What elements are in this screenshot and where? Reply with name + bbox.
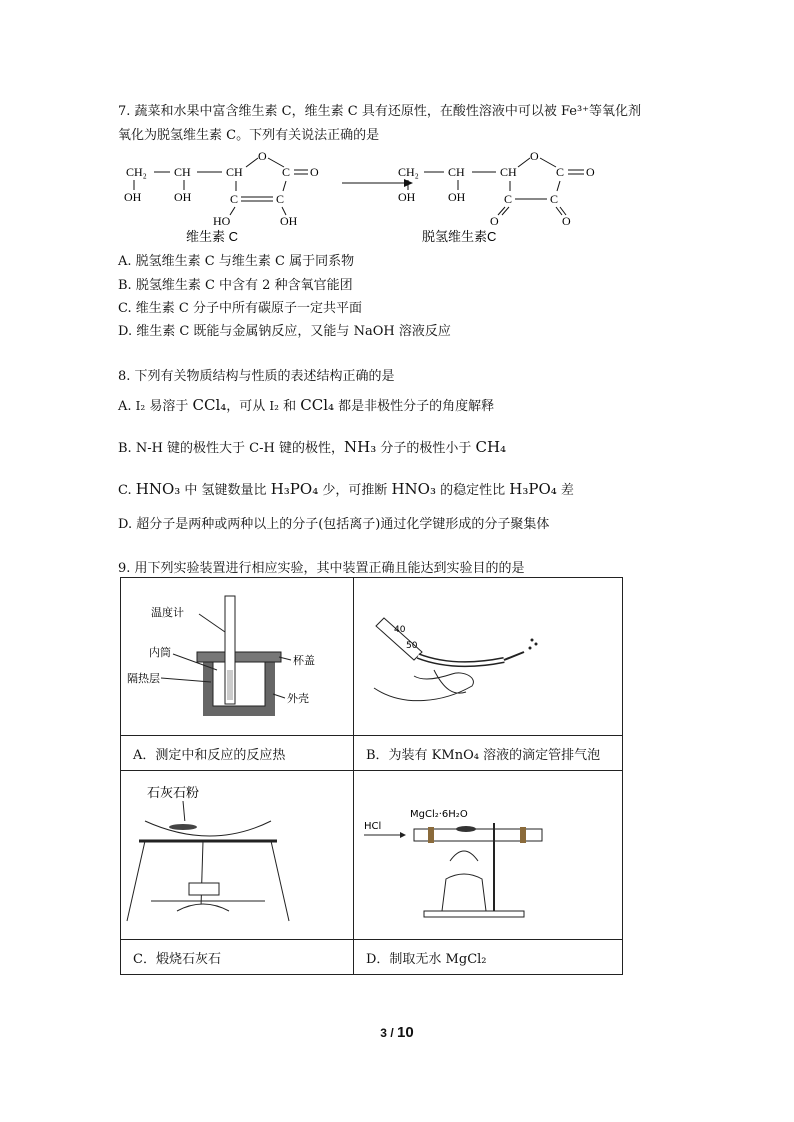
q8c-prefix: C. bbox=[118, 483, 132, 498]
label-mgcl2-hydrate: MgCl₂·6H₂O bbox=[410, 809, 468, 820]
q8-stem: 8. 下列有关物质结构与性质的表述结构正确的是 bbox=[118, 369, 395, 384]
q7-stem-line2: 氧化为脱氢维生素 C。下列有关说法正确的是 bbox=[118, 128, 380, 143]
label-limestone-powder: 石灰石粉 bbox=[147, 786, 200, 801]
q8c-text3: 的稳定性比 bbox=[436, 483, 510, 498]
struct-ch2: CH₂ bbox=[126, 165, 147, 179]
anhydrous-mgcl2-apparatus bbox=[354, 771, 622, 935]
struct-c-4: C bbox=[276, 192, 285, 206]
q7-option-b: B. 脱氢维生素 C 中含有 2 种含氧官能团 bbox=[118, 278, 353, 293]
burette-bubble-diagram bbox=[354, 578, 622, 731]
struct-ho: HO bbox=[213, 214, 231, 228]
struct-c-3: C bbox=[230, 192, 239, 206]
q8-option-b bbox=[118, 437, 506, 456]
cell-a-caption: A．测定中和反应的反应热 bbox=[121, 736, 354, 771]
q8c-h3po4b: H₃PO₄ bbox=[509, 480, 557, 498]
struct-oh-1: OH bbox=[124, 190, 142, 204]
cell-d-caption: D．制取无水 MgCl₂ bbox=[354, 940, 623, 975]
struct-r-c-4: C bbox=[550, 192, 559, 206]
page-number bbox=[0, 1024, 794, 1041]
struct-r-oh-2: OH bbox=[448, 190, 466, 204]
q8c-text4: 差 bbox=[556, 483, 574, 498]
q8a-text2: ，可从 bbox=[226, 399, 270, 414]
label-thermometer: 温度计 bbox=[151, 606, 184, 619]
label-inner-cup: 内筒 bbox=[149, 646, 171, 659]
q8b-text2: 分子的极性小于 bbox=[376, 441, 476, 456]
q8b-nh3: NH₃ bbox=[344, 438, 377, 456]
label-dehydro-vitamin-c: 脱氢维生素C bbox=[422, 229, 497, 243]
cell-c-figure bbox=[121, 771, 354, 940]
q8a-i2b: I₂ bbox=[269, 399, 279, 413]
struct-r-o-ring: O bbox=[530, 149, 539, 163]
struct-r-o-carbonyl: O bbox=[586, 165, 595, 179]
calcination-diagram bbox=[121, 771, 353, 935]
struct-r-ch: CH bbox=[448, 165, 465, 179]
struct-ch-ring: CH bbox=[226, 165, 243, 179]
page-current: 3 bbox=[380, 1026, 387, 1040]
q7-stem-line1: 7. 蔬菜和水果中富含维生素 C，维生素 C 具有还原性，在酸性溶液中可以被 Fe³⁺等氧化剂 bbox=[118, 104, 642, 119]
struct-c-carbonyl: C bbox=[282, 165, 291, 179]
cell-b-caption: B．为装有 KMnO₄ 溶液的滴定管排气泡 bbox=[354, 736, 623, 771]
cell-c-caption: C．煅烧石灰石 bbox=[121, 940, 354, 975]
burette-mark-50: 50 bbox=[406, 641, 418, 651]
label-shell: 外壳 bbox=[287, 692, 309, 705]
struct-r-o-2: O bbox=[562, 214, 571, 228]
cell-d-figure bbox=[354, 771, 623, 940]
q8b-text1: B. N-H 键的极性大于 C-H 键的极性， bbox=[118, 441, 344, 456]
label-vitamin-c: 维生素 C bbox=[186, 229, 239, 243]
struct-o-carbonyl: O bbox=[310, 165, 319, 179]
struct-r-c-3: C bbox=[504, 192, 513, 206]
q8c-text1: 中 氢键数量比 bbox=[180, 483, 271, 498]
q8b-ch4: CH₄ bbox=[475, 438, 507, 456]
struct-r-ch2: CH₂ bbox=[398, 165, 419, 179]
q8a-text1: 易溶于 bbox=[145, 399, 193, 414]
q8c-text2: 少，可推断 bbox=[318, 483, 392, 498]
label-insulation: 隔热层 bbox=[127, 672, 160, 685]
vitamin-c-reaction-diagram bbox=[118, 145, 618, 243]
q8-option-a bbox=[118, 395, 494, 414]
q8-option-c bbox=[118, 479, 574, 498]
cell-a-figure bbox=[121, 578, 354, 736]
q8a-ccl4: CCl₄ bbox=[192, 396, 227, 414]
q8a-i2: I₂ bbox=[135, 399, 146, 413]
struct-r-ch-ring: CH bbox=[500, 165, 517, 179]
calorimeter-diagram bbox=[121, 578, 353, 731]
label-lid: 杯盖 bbox=[293, 654, 315, 667]
q8a-text4: 都是非极性分子的角度解释 bbox=[334, 399, 495, 414]
q8a-ccl4b: CCl₄ bbox=[300, 396, 334, 414]
q9-stem: 9. 用下列实验装置进行相应实验，其中装置正确且能达到实验目的的是 bbox=[118, 561, 525, 576]
struct-o-ring: O bbox=[258, 149, 267, 163]
struct-ch: CH bbox=[174, 165, 191, 179]
q7-option-c: C. 维生素 C 分子中所有碳原子一定共平面 bbox=[118, 301, 362, 316]
q8-option-d: D. 超分子是两种或两种以上的分子(包括离子)通过化学键形成的分子聚集体 bbox=[118, 517, 550, 532]
q8c-h3po4: H₃PO₄ bbox=[270, 480, 319, 498]
label-hcl: HCl bbox=[364, 821, 382, 832]
cell-b-figure bbox=[354, 578, 623, 736]
page-total: 10 bbox=[397, 1024, 414, 1041]
q8a-text3: 和 bbox=[278, 399, 301, 414]
q8c-hno3b: HNO₃ bbox=[391, 480, 436, 498]
q8c-hno3: HNO₃ bbox=[135, 480, 181, 498]
page-separator: / bbox=[386, 1026, 397, 1040]
struct-oh-2: OH bbox=[174, 190, 192, 204]
q7-option-d: D. 维生素 C 既能与金属钠反应，又能与 NaOH 溶液反应 bbox=[118, 324, 451, 339]
burette-mark-40: 40 bbox=[394, 625, 406, 635]
struct-oh-3: OH bbox=[280, 214, 298, 228]
struct-r-c-carbonyl: C bbox=[556, 165, 565, 179]
struct-r-o-1: O bbox=[490, 214, 499, 228]
q8a-prefix: A. bbox=[118, 399, 132, 414]
struct-r-oh-1: OH bbox=[398, 190, 416, 204]
q7-option-a: A. 脱氢维生素 C 与维生素 C 属于同系物 bbox=[118, 254, 355, 269]
q9-options-table bbox=[120, 577, 623, 975]
